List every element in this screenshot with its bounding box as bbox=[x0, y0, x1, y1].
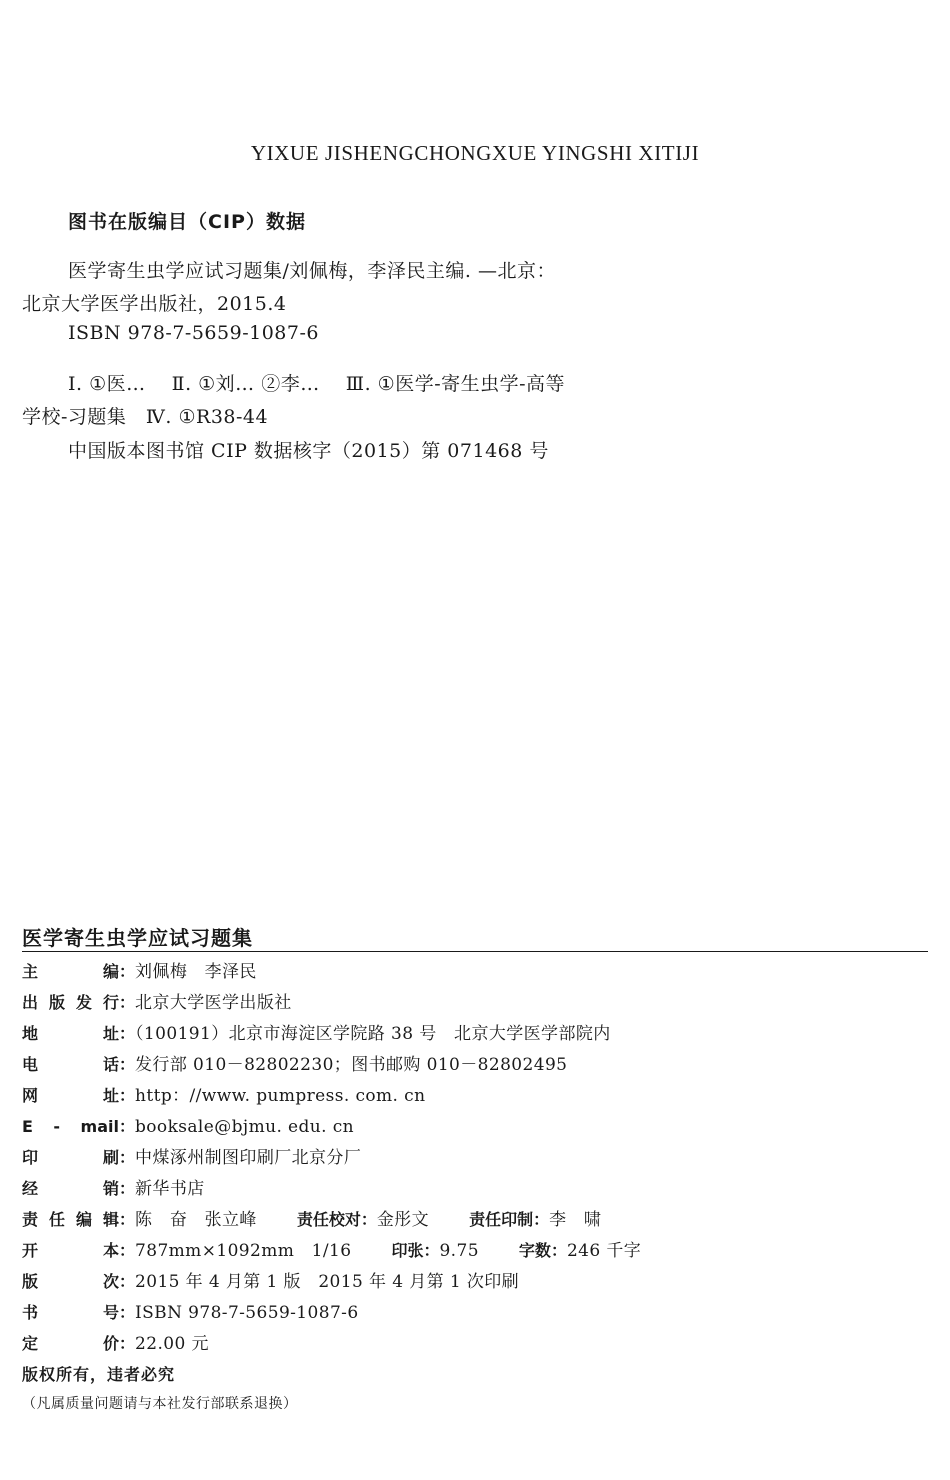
info-value: 陈 奋 张立峰 bbox=[135, 1210, 257, 1230]
info-value: 发行部 010－82802230；图书邮购 010－82802495 bbox=[135, 1055, 568, 1075]
pinyin-title: YIXUE JISHENGCHONGXUE YINGSHI XITIJI bbox=[250, 141, 700, 165]
info-value: 2015 年 4 月第 1 版 2015 年 4 月第 1 次印刷 bbox=[135, 1272, 520, 1292]
info-row-email: E - mail：booksale@bjmu. edu. cn bbox=[22, 1117, 355, 1137]
info-row-edition: 版 次：2015 年 4 月第 1 版 2015 年 4 月第 1 次印刷 bbox=[22, 1272, 520, 1292]
info-label: 版 次 bbox=[22, 1272, 119, 1291]
book-title: 医学寄生虫学应试习题集 bbox=[22, 926, 253, 950]
info-label: 电 话 bbox=[22, 1055, 119, 1074]
info-value: 北京大学医学出版社 bbox=[135, 993, 292, 1013]
cip-heading: 图书在版编目（CIP）数据 bbox=[68, 211, 306, 233]
info-label: 印张 bbox=[391, 1241, 424, 1260]
info-value: 246 千字 bbox=[566, 1241, 642, 1261]
info-value: 刘佩梅 李泽民 bbox=[135, 962, 257, 982]
info-label: 责任印制 bbox=[469, 1210, 534, 1229]
cip-record-line: 中国版本图书馆 CIP 数据核字（2015）第 071468 号 bbox=[68, 440, 549, 462]
info-value: 22.00 元 bbox=[135, 1334, 209, 1354]
cip-title-line: 医学寄生虫学应试习题集/刘佩梅，李泽民主编. —北京： bbox=[68, 260, 556, 282]
info-value: 新华书店 bbox=[135, 1179, 205, 1199]
info-value: ISBN 978-7-5659-1087-6 bbox=[135, 1303, 359, 1323]
info-label: 字数 bbox=[518, 1241, 551, 1260]
info-row-address: 地 址：（100191）北京市海淀区学院路 38 号 北京大学医学部院内 bbox=[22, 1024, 611, 1044]
info-label: 开 本 bbox=[22, 1241, 119, 1260]
info-label: 网 址 bbox=[22, 1086, 119, 1105]
info-value: http：//www. pumpress. com. cn bbox=[135, 1086, 426, 1106]
info-value: 金彤文 bbox=[376, 1210, 430, 1230]
cip-isbn-line: ISBN 978-7-5659-1087-6 bbox=[68, 322, 319, 344]
copyright-statement: 版权所有，违者必究 bbox=[22, 1365, 176, 1384]
info-row-responsibility: 责任编辑：陈 奋 张立峰 责任校对：金彤文 责任印制：李 啸 bbox=[22, 1210, 602, 1230]
info-label: 责任编辑 bbox=[22, 1210, 119, 1229]
title-divider bbox=[22, 951, 928, 952]
info-label: 书 号 bbox=[22, 1303, 119, 1322]
info-row-book-number: 书 号：ISBN 978-7-5659-1087-6 bbox=[22, 1303, 359, 1323]
info-row-publisher: 出版发行：北京大学医学出版社 bbox=[22, 993, 292, 1013]
info-label: 责任校对 bbox=[296, 1210, 361, 1229]
info-label: 主 编 bbox=[22, 962, 119, 981]
info-label: E - mail bbox=[22, 1117, 119, 1136]
info-label: 地 址 bbox=[22, 1024, 119, 1043]
info-row-price: 定 价：22.00 元 bbox=[22, 1334, 209, 1354]
info-label: 定 价 bbox=[22, 1334, 119, 1353]
info-value: 9.75 bbox=[439, 1241, 479, 1261]
cip-subjects-line-1: Ⅰ. ①医… Ⅱ. ①刘… ②李… Ⅲ. ①医学-寄生虫学-高等 bbox=[68, 373, 566, 395]
info-row-distributor: 经 销：新华书店 bbox=[22, 1179, 205, 1199]
return-notice: （凡属质量问题请与本社发行部联系退换） bbox=[22, 1396, 298, 1412]
info-value: 787mm×1092mm 1/16 bbox=[135, 1241, 352, 1261]
info-row-editor: 主 编：刘佩梅 李泽民 bbox=[22, 962, 257, 982]
info-value: 中煤涿州制图印刷厂北京分厂 bbox=[135, 1148, 362, 1168]
info-row-printer: 印 刷：中煤涿州制图印刷厂北京分厂 bbox=[22, 1148, 362, 1168]
info-row-format: 开 本：787mm×1092mm 1/16 印张：9.75 字数：246 千字 bbox=[22, 1241, 642, 1261]
info-value: （100191）北京市海淀区学院路 38 号 北京大学医学部院内 bbox=[135, 1024, 611, 1044]
info-label: 经 销 bbox=[22, 1179, 119, 1198]
info-row-phone: 电 话：发行部 010－82802230；图书邮购 010－82802495 bbox=[22, 1055, 568, 1075]
info-row-website: 网 址：http：//www. pumpress. com. cn bbox=[22, 1086, 426, 1106]
info-value: 李 啸 bbox=[549, 1210, 602, 1230]
cip-publisher-line: 北京大学医学出版社，2015.4 bbox=[22, 293, 287, 315]
info-label: 出版发行 bbox=[22, 993, 119, 1012]
cip-subjects-line-2: 学校-习题集 Ⅳ. ①R38-44 bbox=[22, 406, 269, 428]
info-label: 印 刷 bbox=[22, 1148, 119, 1167]
info-value: booksale@bjmu. edu. cn bbox=[135, 1117, 355, 1137]
